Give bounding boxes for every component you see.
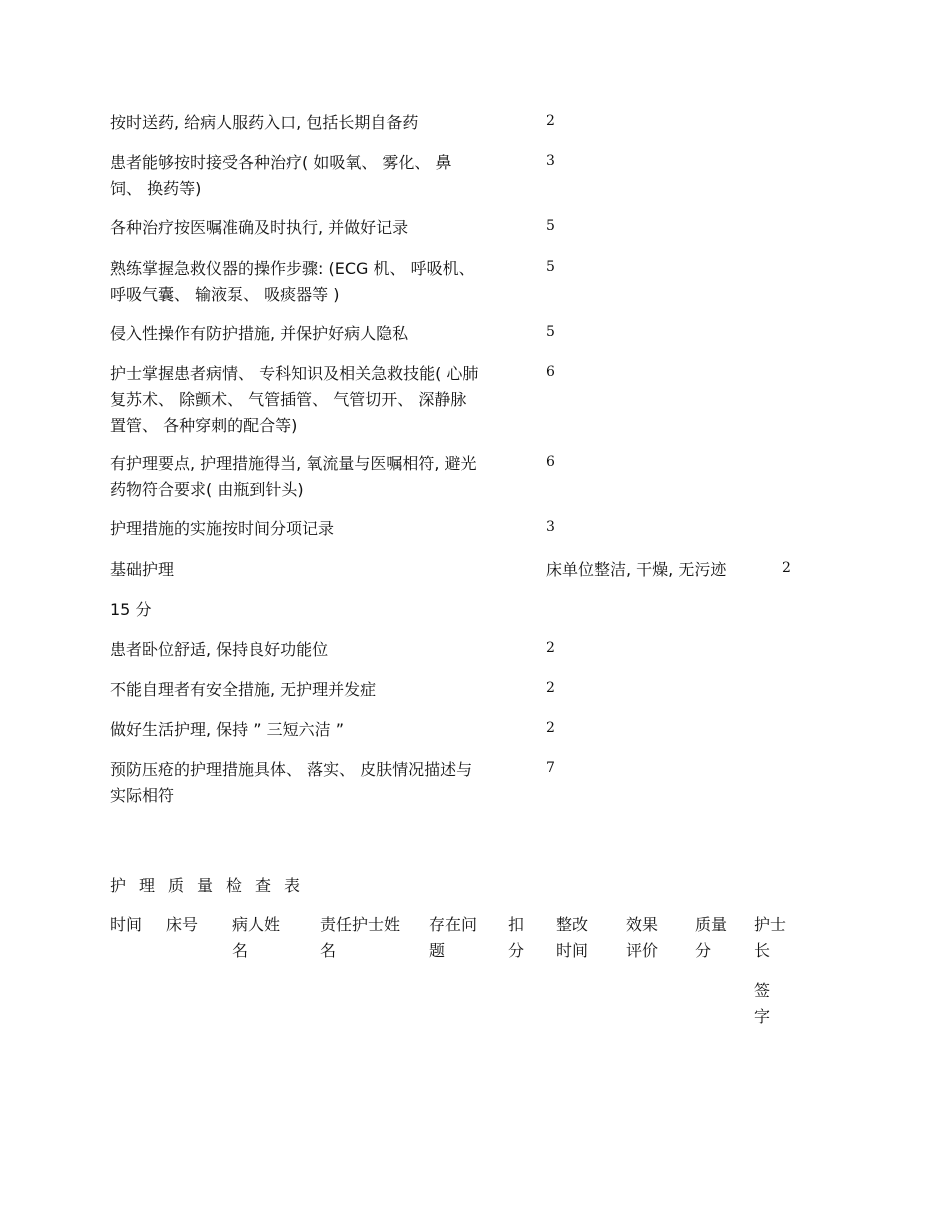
header-line: 时间 bbox=[556, 941, 589, 960]
category-label: 基础护理 bbox=[110, 560, 175, 579]
criterion-line: 护理措施的实施按时间分项记录 bbox=[110, 519, 335, 538]
score-value: 6 bbox=[546, 364, 555, 380]
score-value: 5 bbox=[546, 259, 555, 275]
header-line: 长 bbox=[754, 941, 771, 960]
column-header-deduction bbox=[508, 912, 524, 964]
header-line: 评价 bbox=[626, 941, 659, 960]
column-header-patient-name bbox=[232, 912, 280, 964]
header-line: 名 bbox=[320, 941, 337, 960]
header-line: 签 bbox=[754, 981, 771, 1000]
criterion-text bbox=[110, 110, 530, 136]
criterion-text: 床单位整洁, 干燥, 无污迹 bbox=[546, 560, 727, 579]
criterion-line: 呼吸气囊、 输液泵、 吸痰器等 ) bbox=[110, 285, 340, 304]
header-line: 存在问 bbox=[429, 915, 478, 934]
criterion-line: 护士掌握患者病情、 专科知识及相关急救技能( 心肺 bbox=[110, 364, 479, 383]
score-value: 5 bbox=[546, 218, 555, 234]
criterion-text bbox=[110, 717, 530, 743]
criterion-text bbox=[110, 637, 530, 663]
header-line: 责任护士姓 bbox=[320, 915, 401, 934]
header-line: 整改 bbox=[556, 915, 589, 934]
header-line: 时间 bbox=[110, 915, 143, 934]
criterion-text bbox=[110, 451, 530, 503]
score-value: 6 bbox=[546, 454, 555, 470]
header-line: 效果 bbox=[626, 915, 659, 934]
header-line: 护士 bbox=[754, 915, 787, 934]
criterion-text bbox=[110, 215, 530, 241]
column-header-quality-score bbox=[695, 912, 727, 964]
score-value: 5 bbox=[546, 324, 555, 340]
column-header-fix-time bbox=[556, 912, 588, 964]
criterion-line: 置管、 各种穿刺的配合等) bbox=[110, 416, 298, 435]
criterion-line: 饲、 换药等) bbox=[110, 179, 202, 198]
criterion-text bbox=[110, 757, 530, 809]
criterion-line: 按时送药, 给病人服药入口, 包括长期自备药 bbox=[110, 113, 419, 132]
criterion-text bbox=[110, 677, 530, 703]
header-line: 分 bbox=[508, 941, 525, 960]
score-value: 2 bbox=[546, 640, 555, 656]
header-line: 字 bbox=[754, 1007, 771, 1026]
category-points: 15 分 bbox=[110, 600, 152, 619]
column-header-bed bbox=[166, 912, 198, 938]
header-line: 分 bbox=[695, 941, 712, 960]
criterion-line: 有护理要点, 护理措施得当, 氧流量与医嘱相符, 避光 bbox=[110, 454, 477, 473]
score-value: 2 bbox=[546, 113, 555, 129]
header-line: 病人姓 bbox=[232, 915, 281, 934]
score-value: 2 bbox=[546, 680, 555, 696]
criterion-line: 患者能够按时接受各种治疗( 如吸氧、 雾化、 鼻 bbox=[110, 153, 452, 172]
criterion-line: 预防压疮的护理措施具体、 落实、 皮肤情况描述与 bbox=[110, 760, 473, 779]
header-line: 床号 bbox=[166, 915, 199, 934]
criterion-text bbox=[110, 256, 530, 308]
score-value: 3 bbox=[546, 519, 555, 535]
header-line: 题 bbox=[429, 941, 446, 960]
criterion-line: 药物符合要求( 由瓶到针头) bbox=[110, 480, 304, 499]
criterion-line: 做好生活护理, 保持 ” 三短六洁 ” bbox=[110, 720, 345, 739]
criterion-line: 复苏术、 除颤术、 气管插管、 气管切开、 深静脉 bbox=[110, 390, 467, 409]
score-value: 2 bbox=[546, 720, 555, 736]
header-line: 名 bbox=[232, 941, 249, 960]
criterion-line: 侵入性操作有防护措施, 并保护好病人隐私 bbox=[110, 324, 409, 343]
header-line: 质量 bbox=[695, 915, 728, 934]
criterion-line: 实际相符 bbox=[110, 786, 175, 805]
column-header-nurse-name bbox=[320, 912, 400, 964]
header-spacer bbox=[754, 964, 786, 978]
criterion-line: 患者卧位舒适, 保持良好功能位 bbox=[110, 640, 329, 659]
column-header-time bbox=[110, 912, 142, 938]
header-line: 扣 bbox=[508, 915, 525, 934]
criterion-text bbox=[110, 150, 530, 202]
column-header-head-nurse-signature bbox=[754, 912, 786, 1030]
criterion-line: 各种治疗按医嘱准确及时执行, 并做好记录 bbox=[110, 218, 409, 237]
score-value: 2 bbox=[782, 560, 791, 576]
criterion-text bbox=[110, 361, 530, 439]
column-header-evaluation bbox=[626, 912, 658, 964]
score-value: 3 bbox=[546, 153, 555, 169]
score-value: 7 bbox=[546, 760, 555, 776]
criterion-text bbox=[110, 321, 530, 347]
table-title: 护理质量检查表 bbox=[110, 876, 314, 895]
criterion-line: 熟练掌握急救仪器的操作步骤: (ECG 机、 呼吸机、 bbox=[110, 259, 475, 278]
criterion-line: 不能自理者有安全措施, 无护理并发症 bbox=[110, 680, 377, 699]
column-header-issues bbox=[429, 912, 477, 964]
criterion-text bbox=[110, 516, 530, 542]
